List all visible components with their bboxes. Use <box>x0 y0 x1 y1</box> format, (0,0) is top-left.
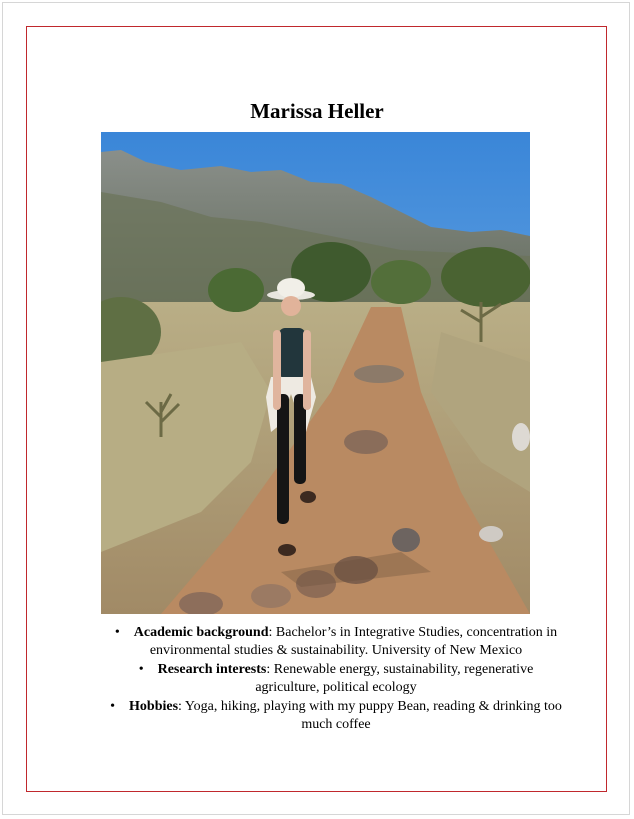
bullet-text: : Bachelor’s in Integrative Studies, concentration in environmental studies & sustainability. University of New Mexico <box>149 625 558 658</box>
bullet-text: : Renewable energy, sustainability, regenerative agriculture, political ecology <box>255 662 534 695</box>
page-title: Marissa Heller <box>250 99 384 123</box>
bullet-dot: • <box>138 662 144 677</box>
bullet-label: Academic background <box>133 625 269 640</box>
bullet-label: Hobbies <box>129 699 179 714</box>
bullet-dot: • <box>110 699 116 714</box>
bullet-hobbies <box>101 698 571 734</box>
bullet-dot: • <box>114 625 120 640</box>
bullet-research-interests <box>101 661 571 697</box>
bullet-list <box>101 624 571 735</box>
bullet-text: : Yoga, hiking, playing with my puppy Bean, reading & drinking too much coffee <box>178 699 562 732</box>
profile-photo <box>101 132 530 614</box>
bullet-academic-background <box>101 624 571 660</box>
bullet-label: Research interests <box>157 662 267 677</box>
